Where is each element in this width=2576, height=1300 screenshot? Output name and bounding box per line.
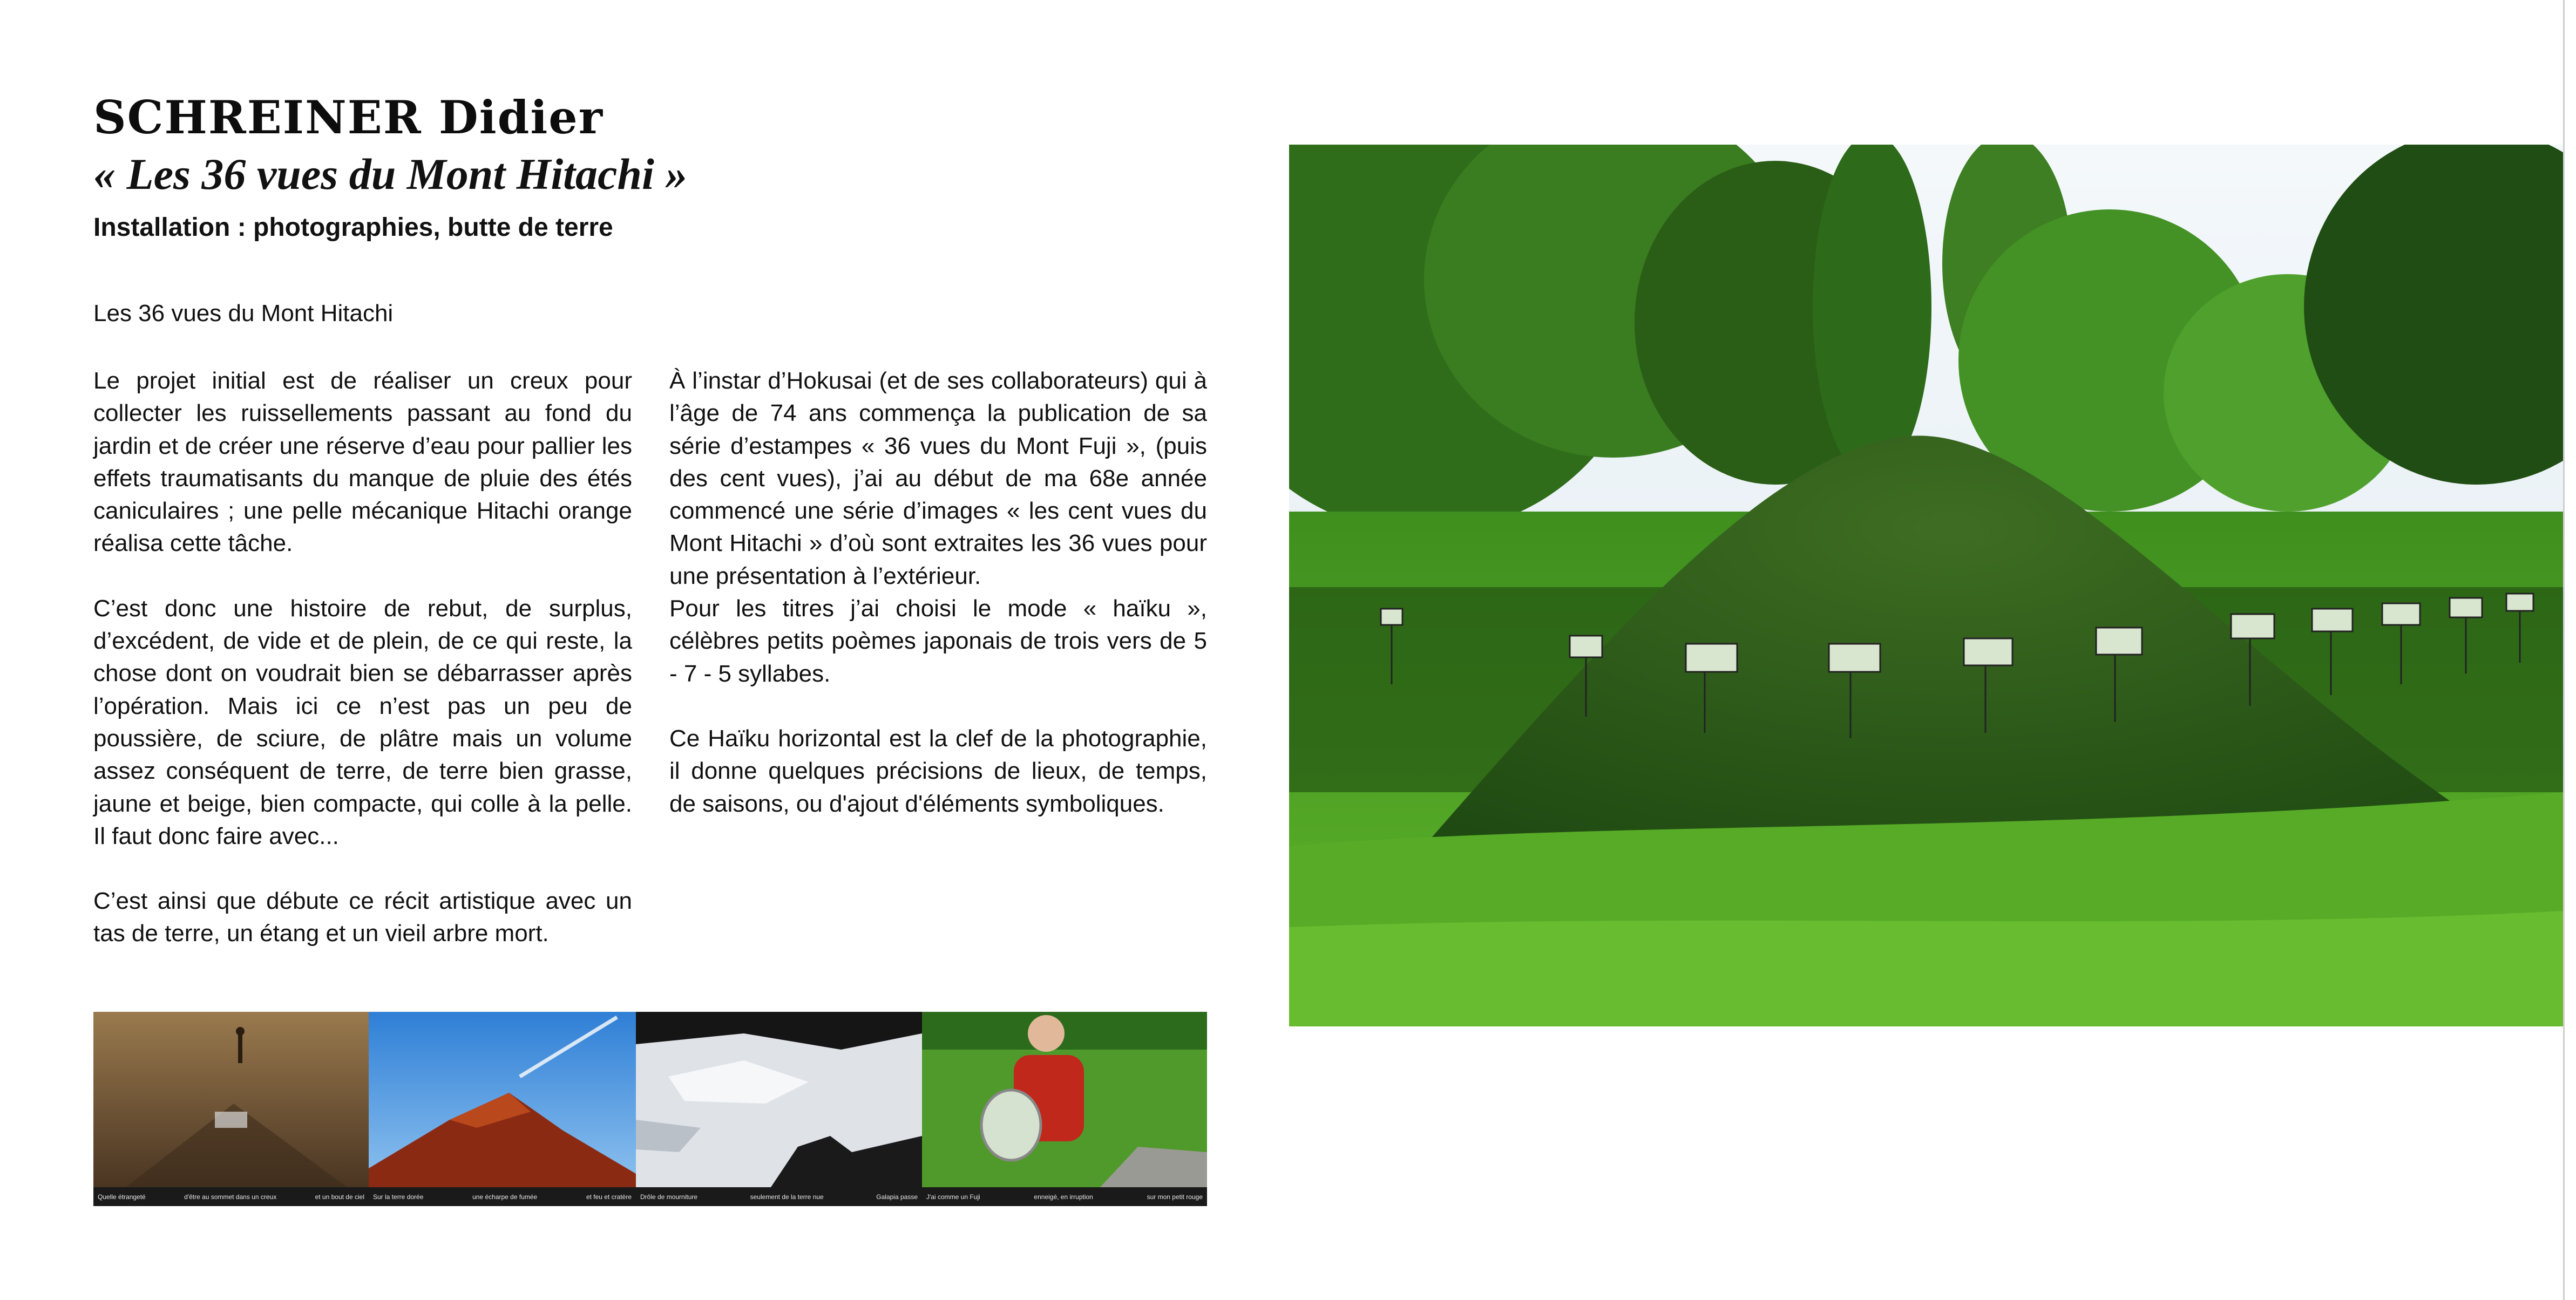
thumbnail-photo-1 <box>93 1012 369 1206</box>
caption-bar <box>369 1187 636 1206</box>
caption-bar <box>922 1187 1207 1206</box>
thumbnail-image <box>93 1012 369 1187</box>
caption-bar <box>636 1187 922 1206</box>
caption-line: Drôle de mourniture <box>640 1193 698 1201</box>
caption-line: Quelle étrangeté <box>98 1193 146 1201</box>
caption-line: Sur la terre dorée <box>373 1193 424 1201</box>
caption-line: et feu et cratère <box>586 1193 632 1201</box>
intro-title: Les 36 vues du Mont Hitachi <box>93 300 394 326</box>
caption-line: J'ai comme un Fuji <box>926 1193 980 1201</box>
thumbnail-photo-2 <box>369 1012 636 1206</box>
paragraph: À l’instar d’Hokusai (et de ses collaborateurs) qui à l’âge de 74 ans commença la publication de sa série d’estampes « 36 vues du Mont Fuji », (puis des cent vues), j’ai au début de ma 68e année commencé une série d’images « les cent vues du Mont Hitachi » d’où sont extraites les 36 vues pour une présentation à l’extérieur. <box>669 367 1207 589</box>
paragraph: Le projet initial est de réaliser un creux pour collecter les ruissellements passant au fond du jardin et de créer une réserve d’eau pour pallier les effets traumatisants du manque de pluie des étés caniculaires ; une pelle mécanique Hitachi orange réalisa cette tâche. <box>93 367 632 557</box>
caption-line: et un bout de ciel <box>315 1193 364 1201</box>
landscape-image <box>1289 145 2563 1026</box>
text-column-left <box>93 365 632 983</box>
caption-line: d'être au sommet dans un creux <box>184 1193 277 1201</box>
thumbnail-image <box>369 1012 636 1187</box>
paragraph: C’est donc une histoire de rebut, de surplus, d’excédent, de vide et de plein, de ce qui reste, la chose dont on voudrait bien se débarrasser après l’opération. Mais ici ce n’est pas un peu de poussière, de sciure, de plâtre mais un volume assez conséquent de terre, de terre bien grasse, jaune et beige, bien compacte, qui colle à la pelle. Il faut donc faire avec... <box>93 595 632 849</box>
caption-line: seulement de la terre nue <box>750 1193 824 1201</box>
main-photo-mound <box>1289 145 2563 1026</box>
text-column-right <box>669 365 1207 853</box>
page-edge-line <box>2563 0 2565 1300</box>
thumbnail-photo-4 <box>922 1012 1207 1206</box>
caption-line: Galapia passe <box>876 1193 918 1201</box>
caption-line: une écharpe de fumée <box>472 1193 538 1201</box>
paragraph: Pour les titres j’ai choisi le mode « haïku », célèbres petits poèmes japonais de trois vers de 5 - 7 - 5 syllabes. <box>669 595 1207 687</box>
thumbnail-strip <box>93 1012 1207 1206</box>
caption-bar <box>93 1187 369 1206</box>
thumbnail-image <box>636 1012 922 1187</box>
work-subtitle: Installation : photographies, butte de terre <box>93 213 613 242</box>
work-title: « Les 36 vues du Mont Hitachi » <box>93 149 688 199</box>
caption-line: sur mon petit rouge <box>1147 1193 1203 1201</box>
thumbnail-photo-3 <box>636 1012 922 1206</box>
paragraph: Ce Haïku horizontal est la clef de la photographie, il donne quelques précisions de lieux, de temps, de saisons, ou d'ajout d'éléments symboliques. <box>669 725 1207 817</box>
artist-name: SCHREINER Didier <box>93 91 604 144</box>
caption-line: enneigé, en irruption <box>1034 1193 1093 1201</box>
paragraph: C’est ainsi que débute ce récit artistique avec un tas de terre, un étang et un vieil arbre mort. <box>93 888 632 947</box>
thumbnail-image <box>922 1012 1207 1187</box>
